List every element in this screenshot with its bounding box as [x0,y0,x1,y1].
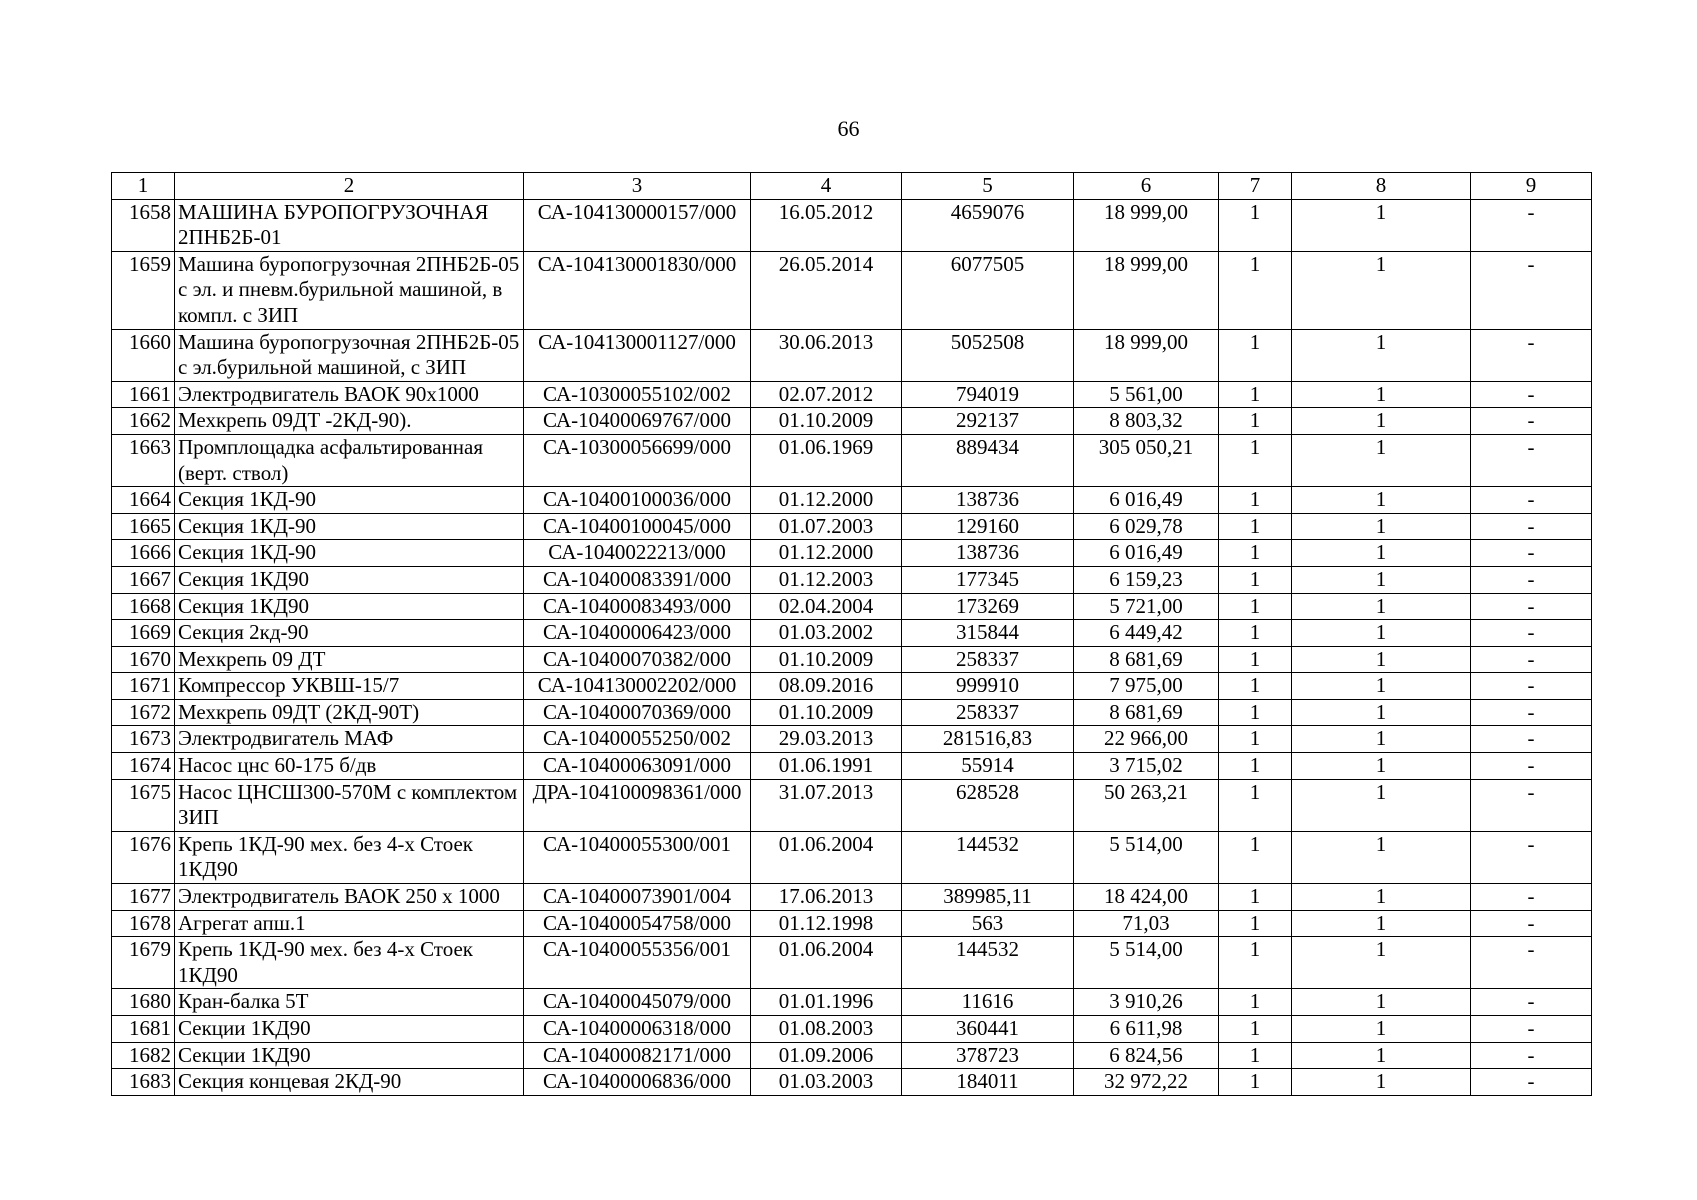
item-value-6: 18 999,00 [1074,199,1219,251]
table-row [112,540,1592,567]
item-name: Кран-балка 5Т [175,989,524,1016]
header-col-7: 7 [1219,173,1292,200]
item-value-6: 305 050,21 [1074,434,1219,486]
header-col-1: 1 [112,173,175,200]
item-value-9: - [1471,199,1592,251]
item-code: СА-10400055356/001 [524,937,751,989]
row-number: 1675 [112,779,175,831]
row-number: 1660 [112,329,175,381]
item-value-6: 5 561,00 [1074,381,1219,408]
item-value-8: 1 [1292,487,1471,514]
item-value-5: 144532 [902,831,1074,883]
item-value-7: 1 [1219,593,1292,620]
item-value-5: 4659076 [902,199,1074,251]
item-value-6: 8 681,69 [1074,699,1219,726]
header-col-6: 6 [1074,173,1219,200]
item-name: МАШИНА БУРОПОГРУЗОЧНАЯ 2ПНБ2Б-01 [175,199,524,251]
item-value-9: - [1471,989,1592,1016]
table-row [112,1042,1592,1069]
item-date: 01.06.1969 [751,434,902,486]
item-value-5: 281516,83 [902,726,1074,753]
item-date: 26.05.2014 [751,251,902,329]
item-value-5: 628528 [902,779,1074,831]
table-row [112,646,1592,673]
item-date: 01.12.2000 [751,487,902,514]
item-code: СА-10400045079/000 [524,989,751,1016]
item-value-8: 1 [1292,381,1471,408]
table-body [112,199,1592,1095]
item-code: СА-10400006318/000 [524,1016,751,1043]
item-value-8: 1 [1292,937,1471,989]
table-row [112,251,1592,329]
item-value-9: - [1471,566,1592,593]
item-value-6: 6 611,98 [1074,1016,1219,1043]
table-row [112,620,1592,647]
item-name: Насос ЦНСШ300-570М с комплектом ЗИП [175,779,524,831]
item-value-5: 6077505 [902,251,1074,329]
item-name: Секция 1КД90 [175,593,524,620]
table-row [112,408,1592,435]
item-value-7: 1 [1219,699,1292,726]
item-value-8: 1 [1292,910,1471,937]
item-date: 01.03.2002 [751,620,902,647]
header-row [112,173,1592,200]
row-number: 1673 [112,726,175,753]
item-value-9: - [1471,779,1592,831]
item-name: Мехкрепь 09ДТ -2КД-90). [175,408,524,435]
item-value-7: 1 [1219,540,1292,567]
item-value-7: 1 [1219,1069,1292,1096]
item-name: Компрессор УКВШ-15/7 [175,673,524,700]
item-date: 02.07.2012 [751,381,902,408]
item-value-9: - [1471,381,1592,408]
row-number: 1683 [112,1069,175,1096]
item-name: Секция 1КД90 [175,566,524,593]
header-col-5: 5 [902,173,1074,200]
table-row [112,753,1592,780]
header-col-4: 4 [751,173,902,200]
item-date: 30.06.2013 [751,329,902,381]
item-name: Агрегат апш.1 [175,910,524,937]
item-value-5: 184011 [902,1069,1074,1096]
item-date: 29.03.2013 [751,726,902,753]
item-value-7: 1 [1219,753,1292,780]
item-code: СА-1040022213/000 [524,540,751,567]
item-value-7: 1 [1219,779,1292,831]
item-value-9: - [1471,1069,1592,1096]
item-value-8: 1 [1292,884,1471,911]
item-value-9: - [1471,408,1592,435]
item-name: Крепь 1КД-90 мех. без 4-х Стоек 1КД90 [175,831,524,883]
item-value-8: 1 [1292,408,1471,435]
table-row [112,699,1592,726]
item-value-5: 889434 [902,434,1074,486]
item-value-6: 6 029,78 [1074,513,1219,540]
row-number: 1658 [112,199,175,251]
item-value-8: 1 [1292,620,1471,647]
item-value-8: 1 [1292,199,1471,251]
item-code: СА-10400083391/000 [524,566,751,593]
table-row [112,593,1592,620]
item-value-9: - [1471,593,1592,620]
table-row [112,831,1592,883]
item-value-5: 138736 [902,540,1074,567]
item-value-7: 1 [1219,487,1292,514]
item-name: Секции 1КД90 [175,1016,524,1043]
table-row [112,779,1592,831]
item-value-9: - [1471,937,1592,989]
item-value-9: - [1471,831,1592,883]
table-row [112,937,1592,989]
item-name: Мехкрепь 09ДТ (2КД-90Т) [175,699,524,726]
table-row [112,487,1592,514]
item-date: 01.08.2003 [751,1016,902,1043]
item-value-9: - [1471,699,1592,726]
item-code: СА-10400069767/000 [524,408,751,435]
item-code: СА-10300056699/000 [524,434,751,486]
item-value-9: - [1471,1042,1592,1069]
row-number: 1670 [112,646,175,673]
table-row [112,1016,1592,1043]
item-value-6: 3 910,26 [1074,989,1219,1016]
row-number: 1676 [112,831,175,883]
item-value-9: - [1471,753,1592,780]
item-value-7: 1 [1219,408,1292,435]
item-date: 01.09.2006 [751,1042,902,1069]
table-row [112,513,1592,540]
item-date: 01.12.1998 [751,910,902,937]
item-code: СА-10400100045/000 [524,513,751,540]
row-number: 1680 [112,989,175,1016]
item-value-7: 1 [1219,1042,1292,1069]
table-row [112,566,1592,593]
item-value-6: 18 999,00 [1074,251,1219,329]
item-name: Секция 1КД-90 [175,487,524,514]
table-row [112,329,1592,381]
row-number: 1662 [112,408,175,435]
item-value-9: - [1471,646,1592,673]
item-value-6: 3 715,02 [1074,753,1219,780]
item-value-8: 1 [1292,1069,1471,1096]
item-value-9: - [1471,1016,1592,1043]
item-date: 01.06.2004 [751,831,902,883]
item-value-9: - [1471,884,1592,911]
table-row [112,673,1592,700]
item-date: 01.12.2000 [751,540,902,567]
item-value-6: 6 824,56 [1074,1042,1219,1069]
item-date: 01.06.2004 [751,937,902,989]
item-name: Машина буропогрузочная 2ПНБ2Б-05 с эл.бурильной машиной, с ЗИП [175,329,524,381]
item-value-7: 1 [1219,620,1292,647]
item-value-5: 315844 [902,620,1074,647]
item-value-6: 22 966,00 [1074,726,1219,753]
item-value-9: - [1471,434,1592,486]
item-date: 01.01.1996 [751,989,902,1016]
item-value-8: 1 [1292,540,1471,567]
item-value-8: 1 [1292,779,1471,831]
table-row [112,1069,1592,1096]
row-number: 1678 [112,910,175,937]
item-code: СА-10400054758/000 [524,910,751,937]
item-name: Секция 1КД-90 [175,540,524,567]
item-date: 17.06.2013 [751,884,902,911]
item-name: Машина буропогрузочная 2ПНБ2Б-05 с эл. и пневм.бурильной машиной, в компл. с ЗИП [175,251,524,329]
item-value-6: 6 449,42 [1074,620,1219,647]
item-value-5: 794019 [902,381,1074,408]
header-col-3: 3 [524,173,751,200]
item-value-9: - [1471,513,1592,540]
row-number: 1674 [112,753,175,780]
item-value-9: - [1471,673,1592,700]
item-code: СА-104130001127/000 [524,329,751,381]
item-value-5: 378723 [902,1042,1074,1069]
row-number: 1681 [112,1016,175,1043]
item-value-6: 5 514,00 [1074,937,1219,989]
item-code: СА-10400083493/000 [524,593,751,620]
item-value-6: 50 263,21 [1074,779,1219,831]
row-number: 1669 [112,620,175,647]
item-value-5: 55914 [902,753,1074,780]
item-code: СА-10400082171/000 [524,1042,751,1069]
item-value-7: 1 [1219,566,1292,593]
item-value-5: 292137 [902,408,1074,435]
item-name: Секция концевая 2КД-90 [175,1069,524,1096]
item-code: СА-10400055250/002 [524,726,751,753]
item-value-6: 18 999,00 [1074,329,1219,381]
item-value-9: - [1471,620,1592,647]
item-code: СА-10400006836/000 [524,1069,751,1096]
item-value-5: 360441 [902,1016,1074,1043]
item-value-6: 8 803,32 [1074,408,1219,435]
item-value-7: 1 [1219,646,1292,673]
item-value-6: 6 016,49 [1074,487,1219,514]
item-code: СА-10400070369/000 [524,699,751,726]
item-value-7: 1 [1219,434,1292,486]
row-number: 1663 [112,434,175,486]
row-number: 1672 [112,699,175,726]
item-value-9: - [1471,251,1592,329]
item-value-6: 8 681,69 [1074,646,1219,673]
header-col-9: 9 [1471,173,1592,200]
item-code: СА-104130000157/000 [524,199,751,251]
item-name: Электродвигатель МАФ [175,726,524,753]
row-number: 1665 [112,513,175,540]
item-date: 01.06.1991 [751,753,902,780]
item-value-5: 144532 [902,937,1074,989]
item-value-7: 1 [1219,381,1292,408]
row-number: 1682 [112,1042,175,1069]
item-code: СА-10300055102/002 [524,381,751,408]
item-value-8: 1 [1292,699,1471,726]
item-value-9: - [1471,487,1592,514]
item-value-5: 177345 [902,566,1074,593]
item-code: СА-10400100036/000 [524,487,751,514]
row-number: 1677 [112,884,175,911]
item-date: 31.07.2013 [751,779,902,831]
item-value-7: 1 [1219,513,1292,540]
header-col-2: 2 [175,173,524,200]
row-number: 1671 [112,673,175,700]
item-value-7: 1 [1219,831,1292,883]
item-value-7: 1 [1219,199,1292,251]
item-value-8: 1 [1292,1016,1471,1043]
item-value-7: 1 [1219,910,1292,937]
item-name: Электродвигатель ВАОК 250 х 1000 [175,884,524,911]
item-value-5: 389985,11 [902,884,1074,911]
item-name: Секции 1КД90 [175,1042,524,1069]
item-value-6: 7 975,00 [1074,673,1219,700]
item-value-5: 258337 [902,699,1074,726]
item-value-8: 1 [1292,566,1471,593]
item-code: ДРА-104100098361/000 [524,779,751,831]
item-value-8: 1 [1292,673,1471,700]
item-code: СА-10400070382/000 [524,646,751,673]
item-name: Насос цнс 60-175 б/дв [175,753,524,780]
item-value-6: 32 972,22 [1074,1069,1219,1096]
item-value-8: 1 [1292,753,1471,780]
item-value-9: - [1471,910,1592,937]
item-date: 01.10.2009 [751,699,902,726]
item-code: СА-10400055300/001 [524,831,751,883]
row-number: 1679 [112,937,175,989]
item-value-9: - [1471,540,1592,567]
item-name: Крепь 1КД-90 мех. без 4-х Стоек 1КД90 [175,937,524,989]
item-name: Секция 1КД-90 [175,513,524,540]
item-value-9: - [1471,726,1592,753]
item-value-5: 138736 [902,487,1074,514]
item-date: 01.10.2009 [751,408,902,435]
item-value-5: 129160 [902,513,1074,540]
item-date: 16.05.2012 [751,199,902,251]
item-value-7: 1 [1219,726,1292,753]
item-value-5: 999910 [902,673,1074,700]
item-value-8: 1 [1292,646,1471,673]
row-number: 1659 [112,251,175,329]
item-value-6: 6 159,23 [1074,566,1219,593]
item-value-7: 1 [1219,989,1292,1016]
page-number: 66 [837,116,860,141]
item-name: Электродвигатель ВАОК 90х1000 [175,381,524,408]
item-value-7: 1 [1219,884,1292,911]
table-row [112,381,1592,408]
item-value-8: 1 [1292,989,1471,1016]
item-value-6: 18 424,00 [1074,884,1219,911]
item-value-8: 1 [1292,434,1471,486]
table-row [112,910,1592,937]
inventory-table [111,172,1592,1096]
item-value-8: 1 [1292,831,1471,883]
item-name: Мехкрепь 09 ДТ [175,646,524,673]
row-number: 1668 [112,593,175,620]
item-value-5: 11616 [902,989,1074,1016]
header-col-8: 8 [1292,173,1471,200]
item-value-7: 1 [1219,1016,1292,1043]
item-value-7: 1 [1219,673,1292,700]
table-row [112,434,1592,486]
item-code: СА-104130002202/000 [524,673,751,700]
item-value-8: 1 [1292,593,1471,620]
row-number: 1667 [112,566,175,593]
item-value-8: 1 [1292,513,1471,540]
item-name: Промплощадка асфальтированная (верт. ствол) [175,434,524,486]
item-code: СА-10400006423/000 [524,620,751,647]
table-row [112,989,1592,1016]
item-value-8: 1 [1292,251,1471,329]
item-value-5: 258337 [902,646,1074,673]
item-value-8: 1 [1292,726,1471,753]
item-value-8: 1 [1292,329,1471,381]
item-date: 01.07.2003 [751,513,902,540]
item-value-6: 5 721,00 [1074,593,1219,620]
item-value-6: 71,03 [1074,910,1219,937]
row-number: 1664 [112,487,175,514]
item-date: 08.09.2016 [751,673,902,700]
item-date: 01.03.2003 [751,1069,902,1096]
table-row [112,199,1592,251]
item-value-5: 563 [902,910,1074,937]
item-value-5: 5052508 [902,329,1074,381]
item-value-5: 173269 [902,593,1074,620]
item-code: СА-10400073901/004 [524,884,751,911]
item-value-8: 1 [1292,1042,1471,1069]
item-date: 01.12.2003 [751,566,902,593]
item-date: 01.10.2009 [751,646,902,673]
item-value-9: - [1471,329,1592,381]
table-row [112,726,1592,753]
row-number: 1661 [112,381,175,408]
item-code: СА-10400063091/000 [524,753,751,780]
item-value-7: 1 [1219,937,1292,989]
item-value-7: 1 [1219,329,1292,381]
item-code: СА-104130001830/000 [524,251,751,329]
item-value-7: 1 [1219,251,1292,329]
item-name: Секция 2кд-90 [175,620,524,647]
table-row [112,884,1592,911]
row-number: 1666 [112,540,175,567]
item-value-6: 6 016,49 [1074,540,1219,567]
item-date: 02.04.2004 [751,593,902,620]
item-value-6: 5 514,00 [1074,831,1219,883]
